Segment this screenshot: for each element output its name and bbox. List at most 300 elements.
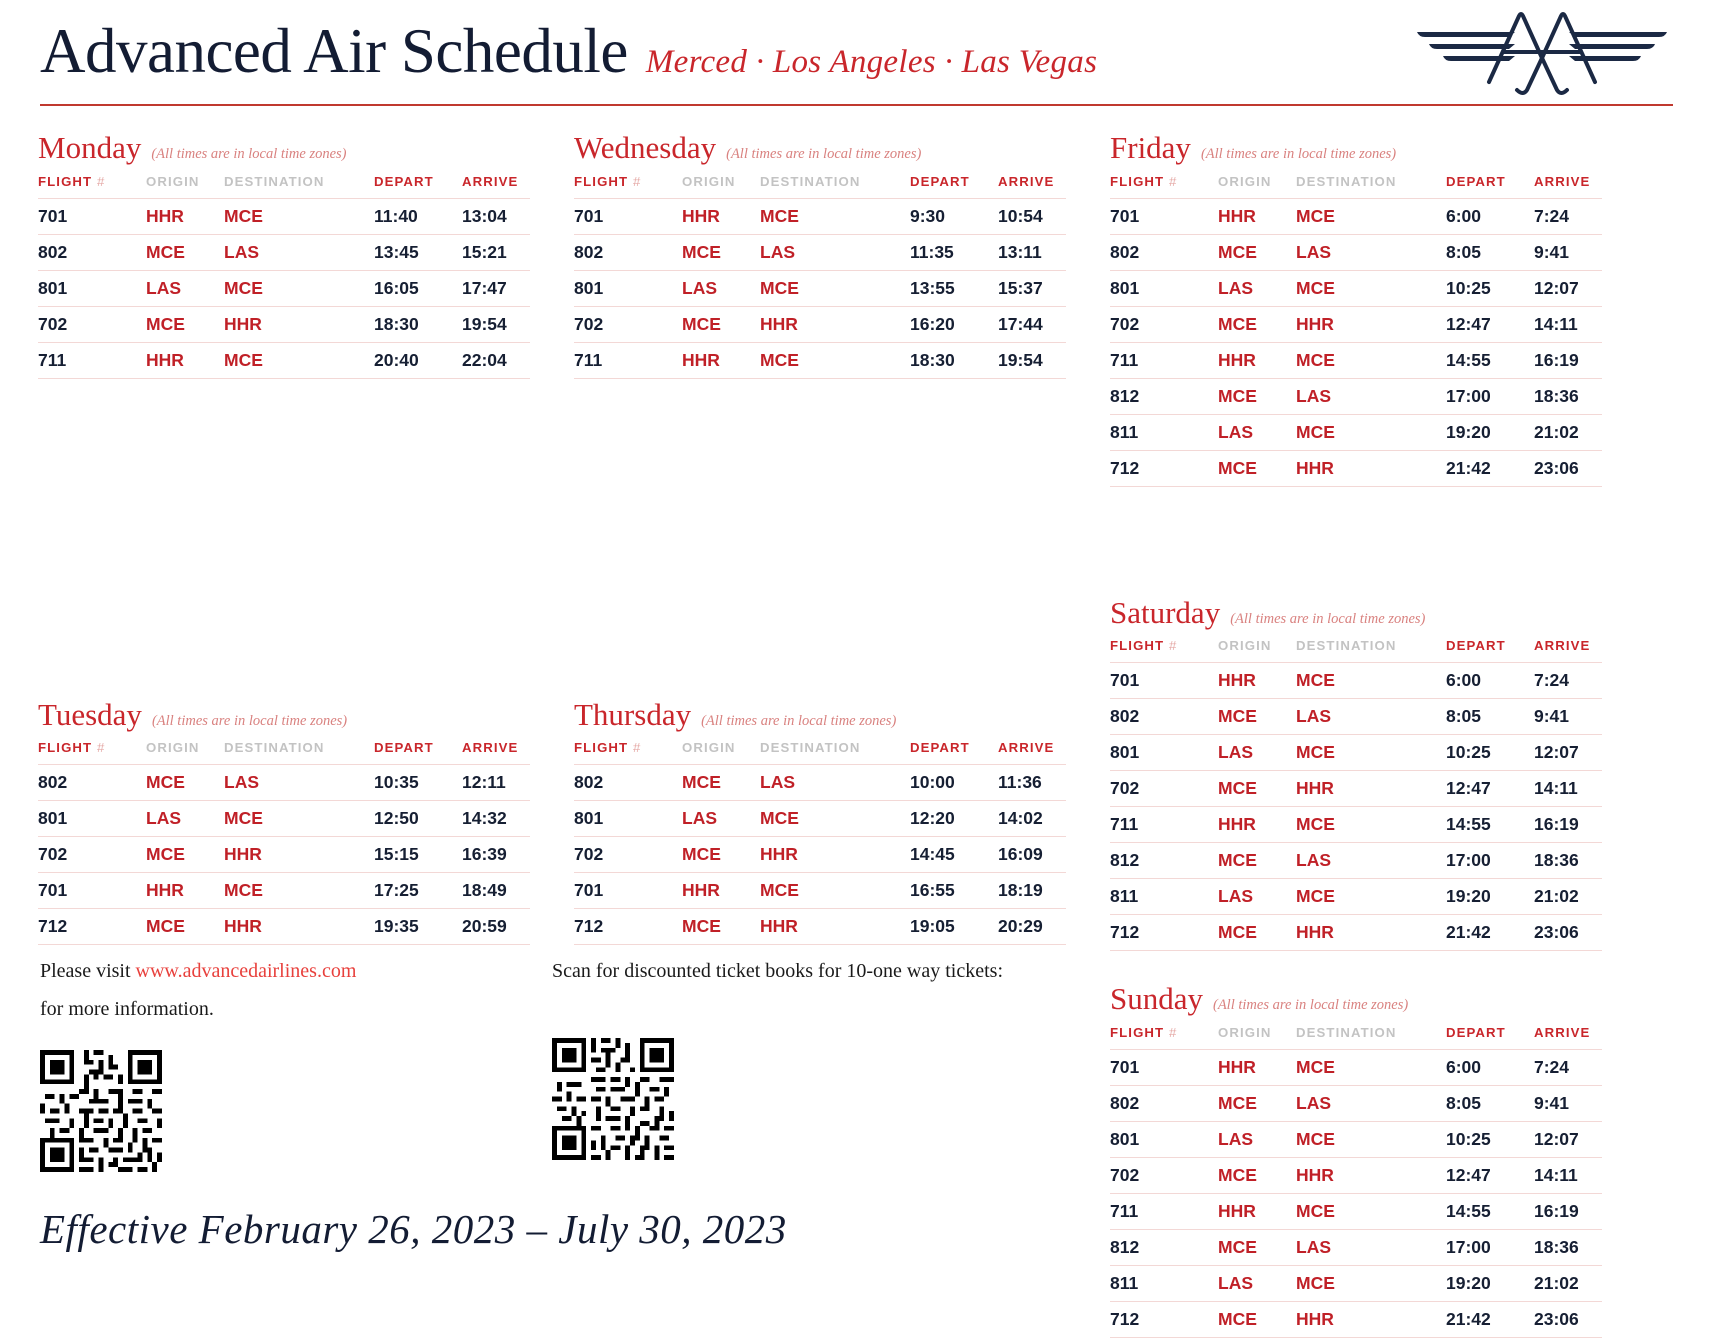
- discount-tickets-qr-code[interactable]: [552, 1038, 674, 1160]
- flight-number-cell: 802: [38, 765, 146, 801]
- day-note-saturday: (All times are in local time zones): [1230, 610, 1426, 627]
- flight-number-cell: 801: [1110, 270, 1218, 306]
- arrive-time-cell: 15:21: [462, 234, 530, 270]
- arrive-time-cell: 20:29: [998, 909, 1066, 945]
- col-header-arrive: ARRIVE: [998, 740, 1055, 756]
- origin-cell: MCE: [1218, 306, 1296, 342]
- table-row: [1110, 1049, 1602, 1085]
- table-row: [1110, 1265, 1602, 1301]
- col-header-destination: DESTINATION: [1296, 638, 1397, 654]
- flight-number-cell: 812: [1110, 843, 1218, 879]
- depart-time-cell: 14:45: [910, 837, 998, 873]
- table-row: [574, 234, 1066, 270]
- flight-number-cell: 702: [1110, 306, 1218, 342]
- destination-cell: MCE: [224, 270, 374, 306]
- origin-cell: LAS: [1218, 879, 1296, 915]
- origin-cell: HHR: [1218, 1049, 1296, 1085]
- col-header-destination: DESTINATION: [224, 173, 325, 189]
- day-note-thursday: (All times are in local time zones): [701, 712, 897, 729]
- arrive-time-cell: 21:02: [1534, 879, 1602, 915]
- depart-time-cell: 14:55: [1446, 1193, 1534, 1229]
- arrive-time-cell: 23:06: [1534, 915, 1602, 951]
- arrive-time-cell: 16:19: [1534, 342, 1602, 378]
- tickets-info-block: [552, 952, 1022, 1172]
- depart-time-cell: 10:25: [1446, 735, 1534, 771]
- day-name-tuesday: Tuesday: [38, 696, 142, 732]
- page-header: [38, 0, 1675, 112]
- flight-number-cell: 701: [38, 198, 146, 234]
- destination-cell: LAS: [760, 765, 910, 801]
- origin-cell: MCE: [146, 765, 224, 801]
- flight-number-cell: 811: [1110, 879, 1218, 915]
- destination-cell: MCE: [224, 873, 374, 909]
- destination-cell: HHR: [1296, 1301, 1446, 1337]
- col-header-depart: DEPART: [374, 173, 434, 189]
- destination-cell: MCE: [1296, 879, 1446, 915]
- origin-cell: HHR: [1218, 198, 1296, 234]
- arrive-time-cell: 23:06: [1534, 1301, 1602, 1337]
- col-header-origin: ORIGIN: [146, 740, 200, 756]
- destination-cell: HHR: [224, 837, 374, 873]
- destination-cell: MCE: [1296, 198, 1446, 234]
- col-header-arrive: ARRIVE: [998, 173, 1055, 189]
- origin-cell: MCE: [1218, 234, 1296, 270]
- destination-cell: MCE: [1296, 807, 1446, 843]
- col-header-depart: DEPART: [374, 740, 434, 756]
- depart-time-cell: 12:20: [910, 801, 998, 837]
- col-header-depart: DEPART: [1446, 1024, 1506, 1040]
- day-block-friday: [1110, 130, 1602, 487]
- table-row: [574, 909, 1066, 945]
- schedule-table-saturday: [1110, 632, 1602, 951]
- day-name-monday: Monday: [38, 130, 142, 165]
- col-header-destination: DESTINATION: [1296, 173, 1397, 189]
- origin-cell: MCE: [146, 306, 224, 342]
- website-qr-code[interactable]: [40, 1050, 162, 1172]
- flight-number-cell: 701: [38, 873, 146, 909]
- origin-cell: HHR: [1218, 342, 1296, 378]
- table-row: [1110, 663, 1602, 699]
- origin-cell: MCE: [146, 909, 224, 945]
- destination-cell: MCE: [224, 342, 374, 378]
- flight-number-cell: 712: [1110, 915, 1218, 951]
- day-name-friday: Friday: [1110, 130, 1191, 165]
- col-header-depart: DEPART: [910, 740, 970, 756]
- schedule-table-tuesday: [38, 734, 530, 945]
- col-header-flight: FLIGHT #: [574, 173, 642, 189]
- origin-cell: MCE: [146, 837, 224, 873]
- day-heading-sunday: [1110, 981, 1602, 1017]
- visit-line: [40, 952, 552, 990]
- destination-cell: MCE: [760, 801, 910, 837]
- day-name-wednesday: Wednesday: [574, 130, 717, 165]
- flight-number-cell: 701: [1110, 1049, 1218, 1085]
- day-block-monday: [38, 130, 530, 379]
- depart-time-cell: 8:05: [1446, 699, 1534, 735]
- col-header-arrive: ARRIVE: [462, 740, 519, 756]
- table-row: [1110, 414, 1602, 450]
- origin-cell: LAS: [682, 270, 760, 306]
- table-header-row: [1110, 632, 1602, 663]
- destination-cell: LAS: [1296, 699, 1446, 735]
- flight-number-cell: 802: [1110, 1085, 1218, 1121]
- day-note-monday: (All times are in local time zones): [151, 146, 347, 162]
- depart-time-cell: 19:35: [374, 909, 462, 945]
- origin-cell: LAS: [1218, 414, 1296, 450]
- day-block-sunday: [1110, 981, 1602, 1338]
- depart-time-cell: 19:20: [1446, 1265, 1534, 1301]
- website-link[interactable]: www.advancedairlines.com: [135, 960, 357, 982]
- col-header-destination: DESTINATION: [760, 173, 861, 189]
- day-block-thursday: [574, 697, 1066, 946]
- depart-time-cell: 10:25: [1446, 1121, 1534, 1157]
- flight-number-cell: 712: [1110, 450, 1218, 486]
- depart-time-cell: 17:00: [1446, 378, 1534, 414]
- schedule-table-friday: [1110, 168, 1602, 487]
- origin-cell: LAS: [146, 270, 224, 306]
- depart-time-cell: 16:05: [374, 270, 462, 306]
- depart-time-cell: 14:55: [1446, 342, 1534, 378]
- destination-cell: HHR: [1296, 306, 1446, 342]
- origin-cell: LAS: [1218, 270, 1296, 306]
- arrive-time-cell: 14:11: [1534, 1157, 1602, 1193]
- arrive-time-cell: 21:02: [1534, 414, 1602, 450]
- origin-cell: MCE: [1218, 378, 1296, 414]
- table-row: [38, 909, 530, 945]
- destination-cell: MCE: [224, 198, 374, 234]
- arrive-time-cell: 17:44: [998, 306, 1066, 342]
- destination-cell: HHR: [224, 909, 374, 945]
- flight-number-cell: 712: [574, 909, 682, 945]
- flight-number-cell: 712: [1110, 1301, 1218, 1337]
- table-row: [1110, 198, 1602, 234]
- visit-prefix: Please visit: [40, 960, 136, 982]
- depart-time-cell: 6:00: [1446, 198, 1534, 234]
- schedule-table-wednesday: [574, 168, 1066, 379]
- origin-cell: MCE: [682, 765, 760, 801]
- depart-time-cell: 12:47: [1446, 306, 1534, 342]
- depart-time-cell: 8:05: [1446, 234, 1534, 270]
- table-row: [38, 234, 530, 270]
- arrive-time-cell: 18:36: [1534, 1229, 1602, 1265]
- table-row: [1110, 378, 1602, 414]
- col-header-flight: FLIGHT #: [574, 740, 642, 756]
- flight-number-cell: 702: [1110, 771, 1218, 807]
- destination-cell: MCE: [1296, 342, 1446, 378]
- day-heading-saturday: [1110, 595, 1602, 631]
- depart-time-cell: 19:20: [1446, 879, 1534, 915]
- column-spacer: [1110, 487, 1602, 595]
- destination-cell: MCE: [1296, 270, 1446, 306]
- table-row: [1110, 342, 1602, 378]
- origin-cell: MCE: [1218, 450, 1296, 486]
- depart-time-cell: 19:20: [1446, 414, 1534, 450]
- destination-cell: MCE: [1296, 663, 1446, 699]
- arrive-time-cell: 12:11: [462, 765, 530, 801]
- destination-cell: MCE: [1296, 1265, 1446, 1301]
- table-row: [1110, 1085, 1602, 1121]
- origin-cell: MCE: [682, 837, 760, 873]
- arrive-time-cell: 13:04: [462, 198, 530, 234]
- schedule-table-thursday: [574, 734, 1066, 945]
- col-header-depart: DEPART: [1446, 173, 1506, 189]
- destination-cell: HHR: [1296, 915, 1446, 951]
- arrive-time-cell: 23:06: [1534, 450, 1602, 486]
- effective-dates: Effective February 26, 2023 – July 30, 2023: [40, 1206, 787, 1252]
- table-row: [1110, 1157, 1602, 1193]
- flight-number-cell: 802: [574, 234, 682, 270]
- flight-number-cell: 811: [1110, 414, 1218, 450]
- table-header-row: [1110, 168, 1602, 199]
- table-row: [574, 270, 1066, 306]
- table-row: [1110, 1121, 1602, 1157]
- destination-cell: MCE: [1296, 1049, 1446, 1085]
- arrive-time-cell: 18:19: [998, 873, 1066, 909]
- origin-cell: HHR: [1218, 663, 1296, 699]
- flight-number-cell: 801: [574, 270, 682, 306]
- table-header-row: [574, 168, 1066, 199]
- depart-time-cell: 15:15: [374, 837, 462, 873]
- more-info-line: for more information.: [40, 998, 214, 1020]
- day-block-saturday: [1110, 595, 1602, 952]
- destination-cell: MCE: [760, 873, 910, 909]
- table-row: [38, 342, 530, 378]
- title-group: [40, 16, 1098, 86]
- origin-cell: HHR: [1218, 807, 1296, 843]
- arrive-time-cell: 18:49: [462, 873, 530, 909]
- column-spacer: [574, 379, 1066, 697]
- origin-cell: LAS: [1218, 1265, 1296, 1301]
- destination-cell: HHR: [1296, 771, 1446, 807]
- destination-cell: LAS: [760, 234, 910, 270]
- flight-number-cell: 801: [38, 801, 146, 837]
- flight-number-cell: 701: [574, 873, 682, 909]
- arrive-time-cell: 14:32: [462, 801, 530, 837]
- flight-number-cell: 801: [574, 801, 682, 837]
- table-header-row: [38, 168, 530, 199]
- flight-number-cell: 701: [1110, 198, 1218, 234]
- table-row: [1110, 1229, 1602, 1265]
- col-header-flight: FLIGHT #: [38, 740, 106, 756]
- arrive-time-cell: 20:59: [462, 909, 530, 945]
- arrive-time-cell: 11:36: [998, 765, 1066, 801]
- flight-number-cell: 801: [1110, 735, 1218, 771]
- depart-time-cell: 21:42: [1446, 1301, 1534, 1337]
- flight-number-cell: 702: [574, 837, 682, 873]
- depart-time-cell: 10:25: [1446, 270, 1534, 306]
- day-heading-tuesday: [38, 697, 530, 733]
- table-row: [38, 306, 530, 342]
- flight-number-cell: 712: [38, 909, 146, 945]
- depart-time-cell: 11:35: [910, 234, 998, 270]
- col-header-flight: FLIGHT #: [1110, 173, 1178, 189]
- route-subtitle: Merced · Los Angeles · Las Vegas: [645, 44, 1098, 80]
- depart-time-cell: 16:55: [910, 873, 998, 909]
- header-divider: [40, 104, 1673, 106]
- origin-cell: MCE: [1218, 771, 1296, 807]
- arrive-time-cell: 16:39: [462, 837, 530, 873]
- day-name-sunday: Sunday: [1110, 981, 1203, 1017]
- depart-time-cell: 19:05: [910, 909, 998, 945]
- table-header-row: [574, 734, 1066, 765]
- destination-cell: LAS: [1296, 843, 1446, 879]
- origin-cell: MCE: [1218, 1085, 1296, 1121]
- flight-number-cell: 802: [38, 234, 146, 270]
- arrive-time-cell: 10:54: [998, 198, 1066, 234]
- col-header-destination: DESTINATION: [1296, 1024, 1397, 1040]
- destination-cell: HHR: [760, 837, 910, 873]
- destination-cell: MCE: [760, 342, 910, 378]
- col-header-destination: DESTINATION: [224, 740, 325, 756]
- destination-cell: MCE: [1296, 414, 1446, 450]
- depart-time-cell: 18:30: [374, 306, 462, 342]
- origin-cell: HHR: [146, 873, 224, 909]
- table-row: [1110, 306, 1602, 342]
- table-row: [1110, 234, 1602, 270]
- table-row: [38, 270, 530, 306]
- flight-number-cell: 812: [1110, 378, 1218, 414]
- destination-cell: MCE: [760, 270, 910, 306]
- col-header-origin: ORIGIN: [682, 740, 736, 756]
- col-header-arrive: ARRIVE: [1534, 638, 1591, 654]
- flight-number-cell: 801: [1110, 1121, 1218, 1157]
- depart-time-cell: 13:45: [374, 234, 462, 270]
- flight-number-cell: 802: [574, 765, 682, 801]
- col-header-origin: ORIGIN: [1218, 638, 1272, 654]
- arrive-time-cell: 9:41: [1534, 1085, 1602, 1121]
- arrive-time-cell: 7:24: [1534, 198, 1602, 234]
- destination-cell: MCE: [224, 801, 374, 837]
- arrive-time-cell: 22:04: [462, 342, 530, 378]
- flight-number-cell: 702: [574, 306, 682, 342]
- day-heading-friday: [1110, 130, 1602, 166]
- destination-cell: MCE: [760, 198, 910, 234]
- footer-section: [40, 952, 1040, 1172]
- schedule-table-sunday: [1110, 1019, 1602, 1338]
- flight-number-cell: 801: [38, 270, 146, 306]
- arrive-time-cell: 14:11: [1534, 306, 1602, 342]
- arrive-time-cell: 9:41: [1534, 699, 1602, 735]
- table-row: [574, 342, 1066, 378]
- destination-cell: LAS: [1296, 234, 1446, 270]
- origin-cell: LAS: [1218, 1121, 1296, 1157]
- arrive-time-cell: 12:07: [1534, 735, 1602, 771]
- day-note-friday: (All times are in local time zones): [1200, 146, 1397, 162]
- depart-time-cell: 14:55: [1446, 807, 1534, 843]
- origin-cell: LAS: [146, 801, 224, 837]
- table-row: [38, 801, 530, 837]
- origin-cell: MCE: [1218, 843, 1296, 879]
- destination-cell: HHR: [1296, 1157, 1446, 1193]
- table-row: [38, 873, 530, 909]
- depart-time-cell: 16:20: [910, 306, 998, 342]
- day-name-thursday: Thursday: [574, 696, 692, 732]
- col-header-origin: ORIGIN: [146, 173, 200, 189]
- origin-cell: HHR: [682, 342, 760, 378]
- depart-time-cell: 11:40: [374, 198, 462, 234]
- arrive-time-cell: 19:54: [998, 342, 1066, 378]
- origin-cell: MCE: [682, 909, 760, 945]
- arrive-time-cell: 16:19: [1534, 807, 1602, 843]
- table-row: [1110, 699, 1602, 735]
- column-right: [1110, 130, 1602, 1338]
- flight-number-cell: 701: [574, 198, 682, 234]
- origin-cell: MCE: [1218, 1157, 1296, 1193]
- table-row: [1110, 450, 1602, 486]
- origin-cell: MCE: [1218, 1229, 1296, 1265]
- destination-cell: HHR: [760, 909, 910, 945]
- origin-cell: MCE: [682, 306, 760, 342]
- depart-time-cell: 13:55: [910, 270, 998, 306]
- day-block-tuesday: [38, 697, 530, 946]
- depart-time-cell: 6:00: [1446, 663, 1534, 699]
- day-note-wednesday: (All times are in local time zones): [726, 146, 922, 162]
- table-row: [1110, 735, 1602, 771]
- arrive-time-cell: 16:19: [1534, 1193, 1602, 1229]
- table-row: [574, 837, 1066, 873]
- column-spacer: [38, 379, 530, 697]
- table-row: [574, 306, 1066, 342]
- destination-cell: HHR: [760, 306, 910, 342]
- col-header-arrive: ARRIVE: [1534, 1024, 1591, 1040]
- schedule-table-monday: [38, 168, 530, 379]
- table-row: [1110, 807, 1602, 843]
- depart-time-cell: 12:50: [374, 801, 462, 837]
- arrive-time-cell: 14:02: [998, 801, 1066, 837]
- depart-time-cell: 6:00: [1446, 1049, 1534, 1085]
- depart-time-cell: 8:05: [1446, 1085, 1534, 1121]
- flight-number-cell: 711: [574, 342, 682, 378]
- arrive-time-cell: 7:24: [1534, 1049, 1602, 1085]
- website-info-block: [40, 952, 552, 1172]
- table-row: [574, 765, 1066, 801]
- depart-time-cell: 17:00: [1446, 843, 1534, 879]
- table-row: [1110, 843, 1602, 879]
- destination-cell: LAS: [1296, 1085, 1446, 1121]
- flight-number-cell: 711: [38, 342, 146, 378]
- flight-number-cell: 701: [1110, 663, 1218, 699]
- table-row: [574, 801, 1066, 837]
- column-spacer: [1110, 951, 1602, 981]
- flight-number-cell: 711: [1110, 342, 1218, 378]
- depart-time-cell: 10:00: [910, 765, 998, 801]
- depart-time-cell: 21:42: [1446, 915, 1534, 951]
- depart-time-cell: 12:47: [1446, 771, 1534, 807]
- arrive-time-cell: 9:41: [1534, 234, 1602, 270]
- origin-cell: HHR: [1218, 1193, 1296, 1229]
- destination-cell: LAS: [224, 765, 374, 801]
- col-header-flight: FLIGHT #: [38, 173, 106, 189]
- table-row: [38, 765, 530, 801]
- flight-number-cell: 711: [1110, 807, 1218, 843]
- flight-number-cell: 802: [1110, 699, 1218, 735]
- flight-number-cell: 702: [38, 837, 146, 873]
- table-header-row: [38, 734, 530, 765]
- origin-cell: HHR: [682, 873, 760, 909]
- origin-cell: MCE: [146, 234, 224, 270]
- destination-cell: HHR: [224, 306, 374, 342]
- table-row: [1110, 915, 1602, 951]
- page-title: Advanced Air Schedule: [40, 16, 628, 86]
- arrive-time-cell: 12:07: [1534, 270, 1602, 306]
- col-header-depart: DEPART: [1446, 638, 1506, 654]
- destination-cell: LAS: [224, 234, 374, 270]
- col-header-origin: ORIGIN: [682, 173, 736, 189]
- col-header-flight: FLIGHT #: [1110, 1024, 1178, 1040]
- arrive-time-cell: 15:37: [998, 270, 1066, 306]
- table-row: [574, 198, 1066, 234]
- day-note-sunday: (All times are in local time zones): [1213, 997, 1409, 1014]
